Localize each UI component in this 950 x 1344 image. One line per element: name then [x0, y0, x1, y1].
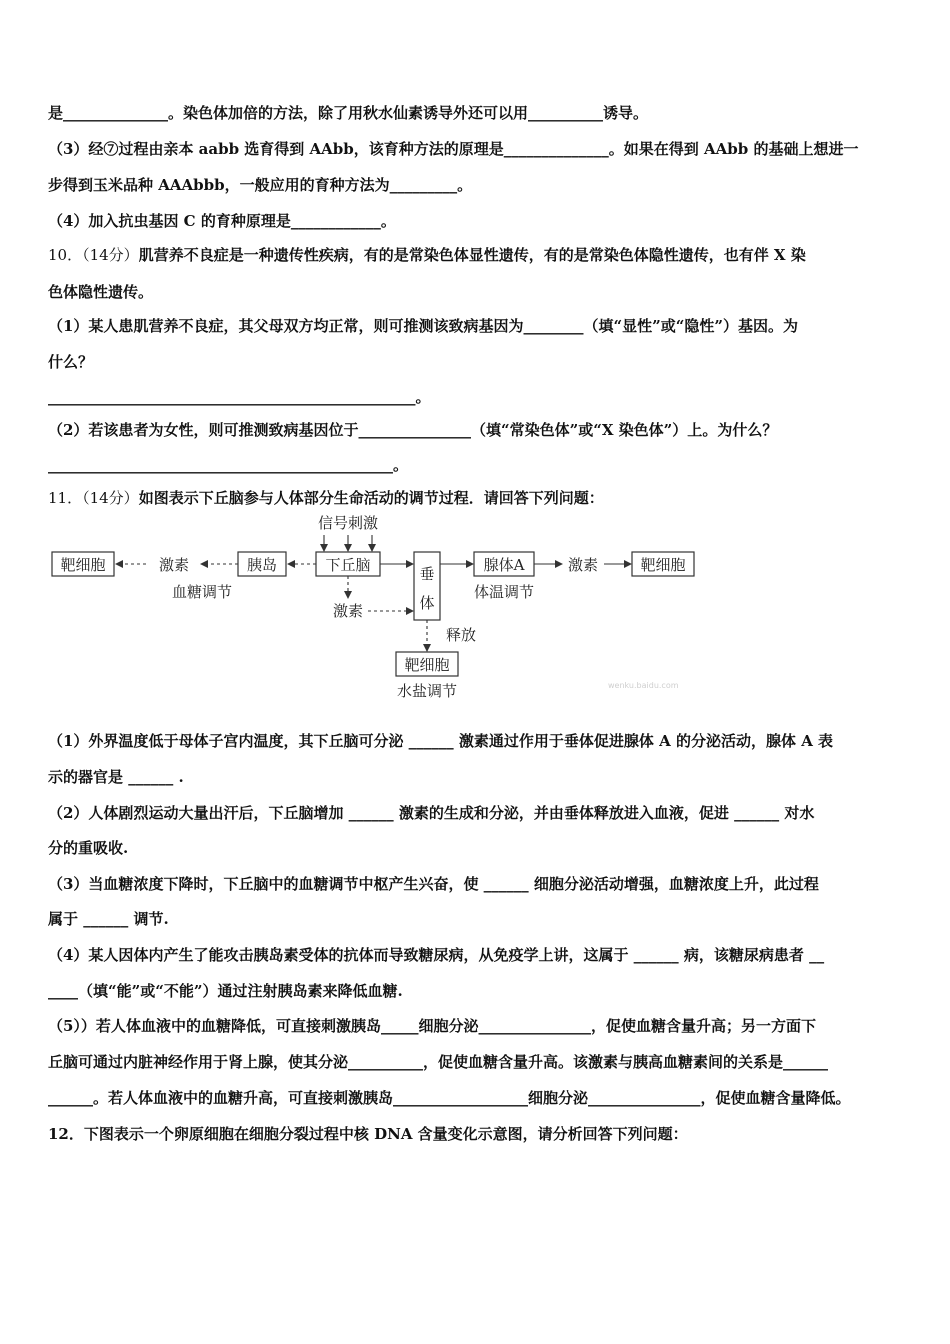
release-label: 释放	[446, 626, 477, 644]
q11-intro: 如图表示下丘脑参与人体部分生命活动的调节过程．请回答下列问题：	[138, 489, 604, 507]
q10-line-1	[48, 244, 806, 265]
q10-line-2: 色体隐性遗传。	[48, 283, 154, 301]
q11-part2-line-1: （2）人体剧烈运动大量出汗后，下丘脑增加 ______ 激素的生成和分泌，并由垂体释放进入血液，促进 ______ 对水	[48, 804, 815, 822]
q10-part1-line-1: （1）某人患肌营养不良症，其父母双方均正常，则可推测该致病基因为________（填“显性”或“隐性”）基因。为	[48, 317, 798, 335]
q11-part4-line-2: ____（填“能”或“不能”）通过注射胰岛素来降低血糖.	[48, 982, 403, 1000]
target-cell-left-label: 靶细胞	[60, 556, 106, 574]
pituitary-label-1: 垂	[419, 565, 435, 583]
q10-part2-line-1: （2）若该患者为女性，则可推测致病基因位于_______________（填“常染色体”或“X 染色体”）上。为什么？	[48, 421, 778, 439]
q11-part5-line-1: （5））若人体血液中的血糖降低，可直接刺激胰岛_____细胞分泌_______________，促使血糖含量升高；另一方面下	[48, 1017, 816, 1035]
q11-part5-line-3: ______。若人体血液中的血糖升高，可直接刺激胰岛__________________细胞分泌_______________，促使血糖含量降低。	[48, 1089, 851, 1107]
q9-line-1: 是______________。染色体加倍的方法，除了用秋水仙素诱导外还可以用__________诱导。	[48, 104, 649, 122]
q11-part3-line-1: （3）当血糖浓度下降时，下丘脑中的血糖调节中枢产生兴奋，使 ______ 细胞分泌活动增强，血糖浓度上升，此过程	[48, 875, 819, 893]
hypothalamus-regulation-diagram	[48, 510, 728, 710]
q12-number: 12．	[48, 1125, 84, 1143]
q10-number: 10．（14分）	[48, 246, 139, 264]
q10-stem: 肌营养不良症是一种遗传性疾病，有的是常染色体显性遗传，有的是常染色体隐性遗传，也有伴 X 染	[138, 246, 806, 264]
hypothalamus-label: 下丘脑	[325, 556, 371, 574]
q11-intro-line	[48, 487, 604, 508]
q10-part1-answer-blank: _________________________________________________。	[48, 388, 431, 406]
gland-a-label: 腺体A	[483, 556, 525, 574]
q11-part1-line-1: （1）外界温度低于母体子宫内温度，其下丘脑可分泌 ______ 激素通过作用于垂体促进腺体 A 的分泌活动，腺体 A 表	[48, 732, 834, 750]
q12-line	[48, 1123, 688, 1144]
q11-part4-line-1: （4）某人因体内产生了能攻击胰岛素受体的抗体而导致糖尿病，从免疫学上讲，这属于 ______ 病，该糖尿病患者 __	[48, 946, 825, 964]
q11-number: 11．（14分）	[48, 489, 139, 507]
pituitary-label-2: 体	[419, 594, 435, 612]
q11-part1-line-2: 示的器官是 ______ .	[48, 768, 184, 786]
q11-part2-line-2: 分的重吸收.	[48, 839, 129, 857]
signal-stimulus-label: 信号刺激	[317, 514, 379, 532]
water-salt-regulation-label: 水盐调节	[396, 682, 458, 700]
hormone-label-lower: 激素	[332, 602, 364, 620]
islet-label: 胰岛	[246, 556, 278, 574]
body-temperature-regulation-label: 体温调节	[473, 583, 535, 601]
q9-part4: （4）加入抗虫基因 C 的育种原理是____________。	[48, 212, 396, 230]
blood-sugar-regulation-label: 血糖调节	[171, 583, 233, 601]
q10-part1-line-2: 什么？	[48, 353, 94, 371]
watermark: wenku.baidu.com	[608, 681, 679, 690]
q9-part3-line-2: 步得到玉米品种 AAAbbb，一般应用的育种方法为_________。	[48, 176, 473, 194]
target-cell-bottom-label: 靶细胞	[404, 656, 450, 674]
q9-part3-line-1: （3）经⑦过程由亲本 aabb 选育得到 AAbb，该育种方法的原理是______________。如果在得到 AAbb 的基础上想进一	[48, 140, 859, 158]
q11-part5-line-2: 丘脑可通过内脏神经作用于肾上腺，使其分泌__________，促使血糖含量升高。该激素与胰高血糖素间的关系是______	[48, 1053, 829, 1071]
target-cell-right-label: 靶细胞	[640, 556, 686, 574]
q10-part2-answer-blank: ______________________________________________。	[48, 456, 409, 474]
q12-stem: 下图表示一个卵原细胞在细胞分裂过程中核 DNA 含量变化示意图，请分析回答下列问题：	[83, 1125, 688, 1143]
hormone-label-right: 激素	[567, 556, 599, 574]
q11-part3-line-2: 属于 ______ 调节.	[48, 910, 169, 928]
hormone-label-left: 激素	[158, 556, 190, 574]
